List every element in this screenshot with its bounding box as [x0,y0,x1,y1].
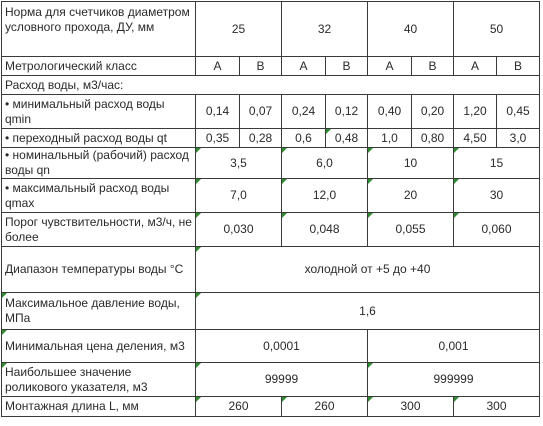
table-row [2,148,540,179]
qt-label: • переходный расход воды qt [2,129,196,148]
qmin-cell: 0,20 [412,95,454,129]
qmin-cell: 0,12 [326,95,368,129]
roller-label: Наибольшее значение роликового указателя, м3 [2,363,196,397]
length-cell: 300 [368,397,454,417]
qt-cell: 0,48 [326,129,368,148]
diameter-32: 32 [282,2,368,57]
flow-section-label: Расход воды, м3/час: [2,76,540,95]
diameter-25: 25 [196,2,282,57]
division-label: Минимальная цена деления, м3 [2,330,196,363]
qn-cell: 15 [454,148,540,179]
temperature-label: Диапазон температуры воды °С [2,247,196,293]
sensitivity-cell: 0,060 [454,213,540,247]
table-row [2,57,540,76]
class-cell: B [240,57,282,76]
pressure-value: 1,6 [196,293,540,330]
table-row [2,293,540,330]
length-cell: 260 [196,397,282,417]
table-row [2,397,540,417]
table-row [2,213,540,247]
sensitivity-cell: 0,048 [282,213,368,247]
qmin-label: • минимальный расход воды qmin [2,95,196,129]
qmax-cell: 30 [454,179,540,213]
class-cell: A [454,57,497,76]
class-cell: A [196,57,240,76]
pressure-label: Максимальное давление воды, МПа [2,293,196,330]
length-cell: 300 [454,397,540,417]
qmin-cell: 0,40 [368,95,412,129]
table-row [2,95,540,129]
qt-cell: 0,28 [240,129,282,148]
diameter-50: 50 [454,2,540,57]
table-row [2,2,540,57]
qmin-cell: 1,20 [454,95,497,129]
header-label: Норма для счетчиков диаметром условного прохода, ДУ, мм [2,2,196,57]
sensitivity-cell: 0,055 [368,213,454,247]
qn-cell: 10 [368,148,454,179]
table-row [2,363,540,397]
qmax-cell: 12,0 [282,179,368,213]
division-cell: 0,0001 [196,330,368,363]
water-meter-specs-table [1,1,540,417]
qt-cell: 1,0 [368,129,412,148]
table-row [2,129,540,148]
qmin-cell: 0,14 [196,95,240,129]
temperature-value: холодной от +5 до +40 [196,247,540,293]
class-cell: B [497,57,540,76]
sensitivity-cell: 0,030 [196,213,282,247]
sensitivity-label: Порог чувствительности, м3/ч, не более [2,213,196,247]
qt-cell: 0,35 [196,129,240,148]
table-row [2,76,540,95]
qmax-label: • максимальный расход воды qmax [2,179,196,213]
qt-cell: 4,50 [454,129,497,148]
class-cell: A [282,57,326,76]
table-row [2,330,540,363]
qt-cell: 0,6 [282,129,326,148]
length-label: Монтажная длина L, мм [2,397,196,417]
qmax-cell: 20 [368,179,454,213]
metro-class-label: Метрологический класс [2,57,196,76]
roller-cell: 999999 [368,363,540,397]
table-row [2,247,540,293]
diameter-40: 40 [368,2,454,57]
table-row [2,179,540,213]
length-cell: 260 [282,397,368,417]
class-cell: A [368,57,412,76]
class-cell: B [326,57,368,76]
class-cell: B [412,57,454,76]
qt-cell: 0,80 [412,129,454,148]
roller-cell: 99999 [196,363,368,397]
qmin-cell: 0,07 [240,95,282,129]
qmin-cell: 0,45 [497,95,540,129]
division-cell: 0,001 [368,330,540,363]
qn-label: • номинальный (рабочий) расход воды qn [2,148,196,179]
qn-cell: 3,5 [196,148,282,179]
qn-cell: 6,0 [282,148,368,179]
qt-cell: 3,0 [497,129,540,148]
qmax-cell: 7,0 [196,179,282,213]
qmin-cell: 0,24 [282,95,326,129]
